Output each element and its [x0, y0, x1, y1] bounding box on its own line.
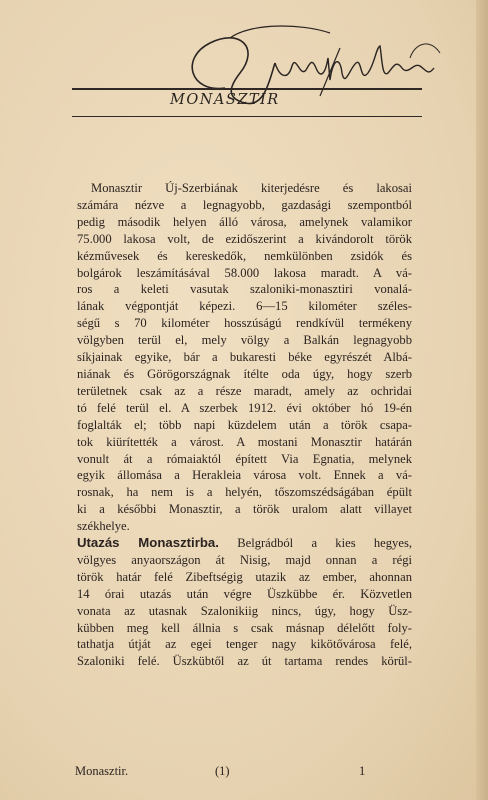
text-line: ségű s 70 kilométer hosszúságú rendkívül termékeny	[77, 316, 412, 331]
text-line: vonult át a rómaiaktól épített Via Egnatia, melynek	[77, 451, 412, 466]
text-line: völgyben terül el, mely völgy a Balkán legnagyobb	[77, 333, 412, 348]
text-line: vonata az utasnak Szalonikiig nincs, úgy, hogy Üsz-	[77, 603, 412, 618]
text-line: egyik állomása a Herakleia városa volt. Ennek a vá-	[77, 468, 412, 483]
text-line: síkjainak egyike, bár a bukaresti béke egyrészét Albá-	[77, 350, 412, 365]
text-line: 75.000 lakosa volt, de ezidőszerint a kivándorolt török	[77, 231, 412, 246]
article-body	[77, 180, 412, 670]
text-line: Monasztir Új-Szerbiának kiterjedésre és lakosai	[91, 181, 412, 195]
page-edge-shadow	[476, 0, 488, 800]
text-line: rosnak, ha nem is a helyén, tőszomszédságában épült	[77, 485, 412, 500]
text-line: lának végpontját képezi. 6—15 kilométer széles-	[77, 299, 412, 314]
text-line: ros a keleti vasutak szaloniki-monasztiri vonalá-	[77, 282, 412, 297]
text-line: kübben meg kell állnia s csak másnap délelőtt foly-	[77, 620, 412, 635]
header-rule-top	[72, 88, 422, 90]
text-line: ki a későbbi Monasztir, a török uralom alatt villayet	[77, 502, 412, 517]
text-line: foglalták el; több napi küzdelem után a török csapa-	[77, 417, 412, 432]
text-line: tok kiürítették a várost. A mostani Monasztir határán	[77, 434, 412, 449]
header-rule-bottom	[72, 116, 422, 117]
section-first-line	[77, 535, 412, 552]
text-line: székhelye.	[77, 519, 130, 534]
text-line: 14 órai utazás után végre Üszkübbe ér. Közvetlen	[77, 586, 412, 601]
footer-running-title: Monasztir.	[75, 764, 129, 778]
page-number: 1	[359, 764, 366, 778]
text-line: kézművesek és kereskedők, nemkülönben zsidók és	[77, 248, 412, 263]
text-line: tó felé terül el. A szerbek 1912. évi október hó 19-én	[77, 400, 412, 415]
section-first-line-rest: Belgrádból a kies hegyes,	[218, 536, 412, 551]
text-line: pedig második helyen álló városa, amelynek valamikor	[77, 214, 412, 229]
text-line: török határ felé Zibeftségig utazik az ember, ahonnan	[77, 569, 412, 584]
page-title: MONASZTIR	[170, 92, 280, 108]
text-line: völgyes anyaországon át Nisig, majd onnan a régi	[77, 552, 412, 567]
text-line: niának és Görögországnak ítélte oda úgy, hogy szerb	[77, 366, 412, 381]
footer-signature-mark: (1)	[215, 764, 230, 778]
section-heading: Utazás Monasztirba.	[77, 535, 219, 551]
text-line: számára nézve a legnagyobb, gazdasági szempontból	[77, 197, 412, 212]
text-line: területnek csak az a része maradt, amely az ochridai	[77, 383, 412, 398]
text-line: Szaloniki felé. Üszkübtől az út tartama rendes körül-	[77, 654, 412, 669]
text-line: tathatja útját az egei tenger nagy kikötővárosa felé,	[77, 637, 412, 652]
text-line: bolgárok leszámításával 58.000 lakosa maradt. A vá-	[77, 265, 412, 280]
